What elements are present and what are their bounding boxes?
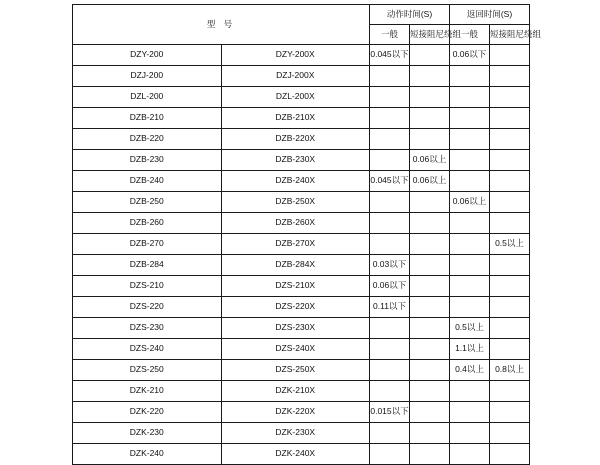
cell-action-damping	[410, 108, 450, 129]
cell-action-normal	[370, 192, 410, 213]
cell-action-damping	[410, 318, 450, 339]
cell-model-a: DZJ-200	[73, 66, 222, 87]
relay-timing-table	[72, 4, 542, 465]
cell-model-a: DZS-240	[73, 339, 222, 360]
cell-model-a: DZB-270	[73, 234, 222, 255]
cell-release-damping	[490, 45, 530, 66]
cell-model-a: DZK-230	[73, 423, 222, 444]
cell-model-b: DZK-220X	[221, 402, 370, 423]
cell-model-a: DZS-230	[73, 318, 222, 339]
cell-model-b: DZJ-200X	[221, 66, 370, 87]
table-row	[73, 339, 530, 360]
cell-model-b: DZB-284X	[221, 255, 370, 276]
cell-model-a: DZB-240	[73, 171, 222, 192]
table-row	[73, 234, 530, 255]
cell-model-a: DZS-220	[73, 297, 222, 318]
table-row	[73, 129, 530, 150]
cell-action-damping: 0.06以上	[410, 171, 450, 192]
cell-action-normal	[370, 129, 410, 150]
cell-action-damping: 0.06以上	[410, 150, 450, 171]
cell-action-damping	[410, 66, 450, 87]
cell-release-damping: 0.8以上	[490, 360, 530, 381]
cell-release-normal	[450, 402, 490, 423]
cell-model-b: DZB-210X	[221, 108, 370, 129]
cell-release-damping	[490, 66, 530, 87]
column-group-action-time: 动作时间(S)	[370, 5, 450, 25]
table-row	[73, 402, 530, 423]
cell-action-damping	[410, 192, 450, 213]
table-row	[73, 108, 530, 129]
cell-release-normal	[450, 213, 490, 234]
cell-model-b: DZS-250X	[221, 360, 370, 381]
cell-action-damping	[410, 360, 450, 381]
cell-release-damping: 0.5以上	[490, 234, 530, 255]
cell-action-damping	[410, 339, 450, 360]
cell-model-b: DZS-210X	[221, 276, 370, 297]
cell-model-a: DZY-200	[73, 45, 222, 66]
cell-model-b: DZK-240X	[221, 444, 370, 465]
table-row	[73, 381, 530, 402]
cell-action-damping	[410, 423, 450, 444]
cell-action-normal	[370, 87, 410, 108]
column-header-release-normal: 一般	[450, 25, 490, 45]
cell-model-b: DZL-200X	[221, 87, 370, 108]
cell-release-normal	[450, 276, 490, 297]
table-row	[73, 360, 530, 381]
cell-release-normal: 0.5以上	[450, 318, 490, 339]
table-body	[73, 45, 530, 465]
table-row	[73, 45, 530, 66]
table-row	[73, 276, 530, 297]
cell-release-damping	[490, 87, 530, 108]
cell-model-a: DZB-284	[73, 255, 222, 276]
cell-release-normal	[450, 255, 490, 276]
cell-action-normal: 0.045以下	[370, 45, 410, 66]
table-row	[73, 213, 530, 234]
cell-action-damping	[410, 129, 450, 150]
cell-release-damping	[490, 150, 530, 171]
cell-model-b: DZS-220X	[221, 297, 370, 318]
cell-action-normal: 0.03以下	[370, 255, 410, 276]
cell-release-normal	[450, 297, 490, 318]
column-header-action-normal: 一般	[370, 25, 410, 45]
cell-model-b: DZB-240X	[221, 171, 370, 192]
cell-action-normal	[370, 444, 410, 465]
cell-model-b: DZY-200X	[221, 45, 370, 66]
cell-action-normal: 0.06以下	[370, 276, 410, 297]
table-row	[73, 171, 530, 192]
cell-model-b: DZK-210X	[221, 381, 370, 402]
cell-model-b: DZB-250X	[221, 192, 370, 213]
cell-model-a: DZS-210	[73, 276, 222, 297]
cell-model-a: DZS-250	[73, 360, 222, 381]
cell-model-a: DZB-220	[73, 129, 222, 150]
table-row	[73, 318, 530, 339]
cell-release-normal	[450, 234, 490, 255]
cell-release-damping	[490, 129, 530, 150]
cell-release-normal	[450, 150, 490, 171]
table-row	[73, 297, 530, 318]
cell-model-b: DZK-230X	[221, 423, 370, 444]
cell-action-damping	[410, 87, 450, 108]
cell-action-damping	[410, 297, 450, 318]
cell-release-normal	[450, 381, 490, 402]
column-header-model: 型 号	[73, 5, 370, 45]
cell-action-normal	[370, 339, 410, 360]
cell-release-normal	[450, 129, 490, 150]
cell-release-normal: 1.1以上	[450, 339, 490, 360]
cell-action-normal	[370, 423, 410, 444]
cell-action-damping	[410, 381, 450, 402]
cell-action-damping	[410, 402, 450, 423]
table-header	[73, 5, 542, 45]
column-header-action-damping: 短接阻尼绕组	[410, 25, 450, 45]
table-row	[73, 66, 530, 87]
cell-release-damping	[490, 423, 530, 444]
cell-action-normal: 0.015以下	[370, 402, 410, 423]
cell-release-normal	[450, 66, 490, 87]
cell-model-b: DZS-240X	[221, 339, 370, 360]
cell-action-normal	[370, 213, 410, 234]
cell-release-damping	[490, 402, 530, 423]
table-row	[73, 255, 530, 276]
cell-action-normal: 0.11以下	[370, 297, 410, 318]
cell-action-normal	[370, 66, 410, 87]
cell-release-damping	[490, 108, 530, 129]
cell-model-a: DZB-230	[73, 150, 222, 171]
column-group-release-time: 返回时间(S)	[450, 5, 530, 25]
cell-action-normal	[370, 150, 410, 171]
table-row	[73, 192, 530, 213]
cell-release-damping	[490, 192, 530, 213]
table-header-row-1	[73, 5, 530, 25]
cell-model-b: DZB-220X	[221, 129, 370, 150]
cell-action-normal	[370, 108, 410, 129]
cell-model-b: DZS-230X	[221, 318, 370, 339]
table-row	[73, 444, 530, 465]
cell-action-normal	[370, 381, 410, 402]
cell-release-normal: 0.06以上	[450, 192, 490, 213]
cell-model-a: DZK-210	[73, 381, 222, 402]
cell-action-damping	[410, 276, 450, 297]
cell-action-normal	[370, 318, 410, 339]
cell-release-damping	[490, 213, 530, 234]
column-header-release-damping: 短接阻尼绕组	[490, 25, 530, 45]
cell-release-damping	[490, 339, 530, 360]
cell-action-damping	[410, 255, 450, 276]
cell-model-a: DZB-210	[73, 108, 222, 129]
cell-release-damping	[490, 171, 530, 192]
cell-model-a: DZB-260	[73, 213, 222, 234]
cell-model-b: DZB-230X	[221, 150, 370, 171]
cell-model-a: DZK-220	[73, 402, 222, 423]
cell-model-a: DZL-200	[73, 87, 222, 108]
cell-release-normal	[450, 108, 490, 129]
cell-action-normal	[370, 360, 410, 381]
cell-model-a: DZB-250	[73, 192, 222, 213]
cell-model-b: DZB-260X	[221, 213, 370, 234]
cell-release-damping	[490, 318, 530, 339]
cell-release-damping	[490, 381, 530, 402]
cell-action-damping	[410, 213, 450, 234]
cell-action-normal	[370, 234, 410, 255]
cell-release-normal	[450, 444, 490, 465]
cell-release-normal	[450, 171, 490, 192]
cell-model-b: DZB-270X	[221, 234, 370, 255]
cell-release-damping	[490, 297, 530, 318]
table-row	[73, 87, 530, 108]
cell-release-damping	[490, 276, 530, 297]
cell-release-normal: 0.4以上	[450, 360, 490, 381]
cell-action-damping	[410, 234, 450, 255]
cell-action-normal: 0.045以下	[370, 171, 410, 192]
cell-release-normal	[450, 87, 490, 108]
cell-model-a: DZK-240	[73, 444, 222, 465]
cell-release-normal: 0.06以下	[450, 45, 490, 66]
table-row	[73, 150, 530, 171]
cell-release-normal	[450, 423, 490, 444]
cell-action-damping	[410, 444, 450, 465]
cell-action-damping	[410, 45, 450, 66]
cell-release-damping	[490, 255, 530, 276]
table-row	[73, 423, 530, 444]
cell-release-damping	[490, 444, 530, 465]
